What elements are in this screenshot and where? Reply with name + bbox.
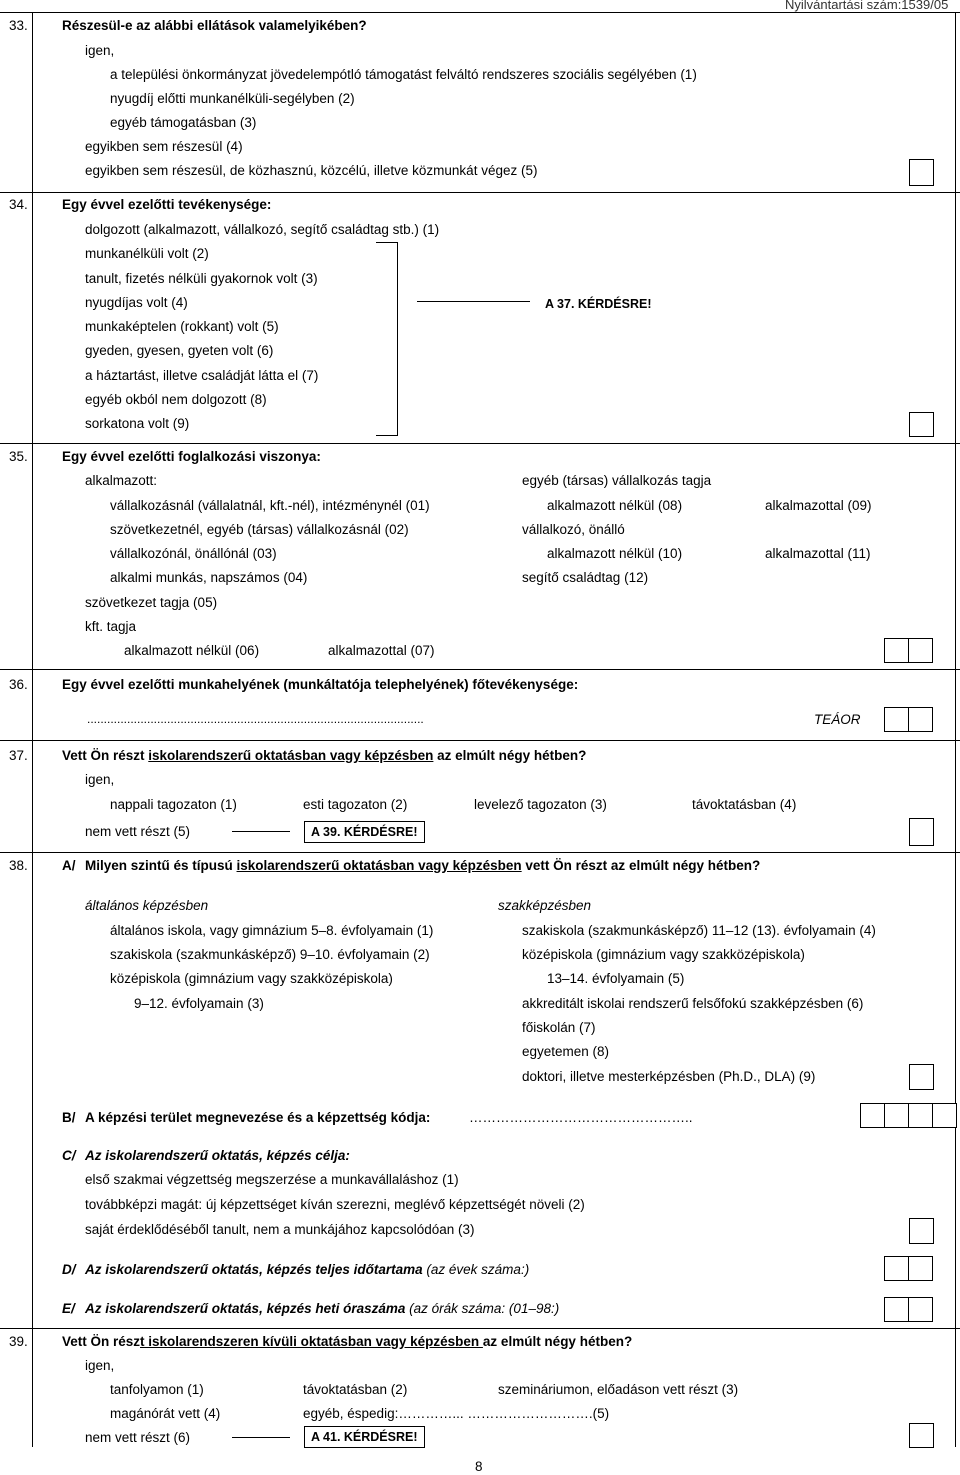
q33-answer-box[interactable]	[909, 159, 934, 186]
q38-option-8: egyetemen (8)	[522, 1044, 610, 1059]
top-rule	[0, 12, 960, 13]
q39-title: Vett Ön részt iskolarendszeren kívüli oktatásban vagy képzésben az elmúlt négy hétben?	[62, 1334, 633, 1349]
q34-number: 34.	[9, 197, 28, 212]
q38-number: 38.	[9, 858, 28, 873]
q36-answer-dots[interactable]: .....................................................................................................	[87, 712, 424, 726]
q38-vocational-heading: szakképzésben	[498, 898, 592, 913]
q38-c-label: C/	[62, 1148, 76, 1163]
q39-yes: igen,	[85, 1358, 115, 1373]
q35-self-employed-label: vállalkozó, önálló	[522, 522, 625, 537]
q37-skip-instruction: A 39. KÉRDÉSRE!	[304, 821, 425, 843]
q34-option-8: egyéb okból nem dolgozott (8)	[85, 392, 267, 407]
q34-skip-arrow-line	[417, 301, 530, 302]
q38-c-answer-box[interactable]	[909, 1218, 934, 1244]
q39-option-6: nem vett részt (6)	[85, 1430, 191, 1445]
q35-option-04: alkalmi munkás, napszámos (04)	[110, 570, 308, 585]
q39-skip-arrow-line	[232, 1437, 290, 1438]
q35-answer-boxes[interactable]	[884, 638, 933, 663]
q33-option-2: nyugdíj előtti munkanélküli-segélyben (2)	[110, 91, 355, 106]
q38-c-option-1: első szakmai végzettség megszerzése a munkavállaláshoz (1)	[85, 1172, 459, 1187]
q38-option-5-line1: középiskola (gimnázium vagy szakközépiskola)	[522, 947, 805, 962]
q39-answer-box[interactable]	[909, 1423, 934, 1448]
page-number: 8	[475, 1459, 483, 1474]
q33-option-5: egyikben sem részesül, de közhasznú, közcélú, illetve közmunkát végez (5)	[85, 163, 538, 178]
left-rule	[32, 12, 33, 1447]
q34-option-4: nyugdíjas volt (4)	[85, 295, 188, 310]
q35-title: Egy évvel ezelőtti foglalkozási viszonya:	[62, 449, 321, 464]
q38-option-1: általános iskola, vagy gimnázium 5–8. évfolyamain (1)	[110, 923, 434, 938]
q37-yes: igen,	[85, 772, 115, 787]
q35-partnership-label: egyéb (társas) vállalkozás tagja	[522, 473, 712, 488]
q38-option-4: szakiskola (szakmunkásképző) 11–12 (13). évfolyamain (4)	[522, 923, 876, 938]
q38-e-title: Az iskolarendszerű oktatás, képzés heti óraszáma (az órák száma: (01–98:)	[85, 1301, 560, 1316]
q35-employee-label: alkalmazott:	[85, 473, 158, 488]
q34-option-6: gyeden, gyesen, gyeten volt (6)	[85, 343, 274, 358]
q37-option-4: távoktatásban (4)	[692, 797, 797, 812]
q35-option-12: segítő családtag (12)	[522, 570, 649, 585]
q35-kft-member-label: kft. tagja	[85, 619, 137, 634]
q38-option-9: doktori, illetve mesterképzésben (Ph.D., DLA) (9)	[522, 1069, 816, 1084]
q33-yes: igen,	[85, 43, 115, 58]
q37-answer-box[interactable]	[909, 818, 934, 846]
q35-option-09: alkalmazottal (09)	[765, 498, 872, 513]
q37-skip-arrow-line	[232, 831, 290, 832]
q38-option-3-line2: 9–12. évfolyamain (3)	[134, 996, 264, 1011]
q39-option-3: szemináriumon, előadáson vett részt (3)	[498, 1382, 739, 1397]
q38-option-7: főiskolán (7)	[522, 1020, 596, 1035]
q39-skip-instruction: A 41. KÉRDÉSRE!	[304, 1426, 425, 1448]
q33-separator	[0, 192, 960, 193]
q34-option-3: tanult, fizetés nélküli gyakornok volt (3)	[85, 271, 318, 286]
right-rule	[955, 12, 956, 1447]
q38-c-option-3: saját érdeklődéséből tanult, nem a munkájához kapcsolódóan (3)	[85, 1222, 475, 1237]
q38-b-answer-dots[interactable]: …………………………………………..	[469, 1110, 693, 1125]
q33-option-3: egyéb támogatásban (3)	[110, 115, 257, 130]
q34-option-9: sorkatona volt (9)	[85, 416, 190, 431]
q33-option-4: egyikben sem részesül (4)	[85, 139, 243, 154]
q38-separator	[0, 1328, 960, 1329]
q35-option-07: alkalmazottal (07)	[328, 643, 435, 658]
q37-separator	[0, 852, 960, 853]
q39-option-2: távoktatásban (2)	[303, 1382, 408, 1397]
registry-number: Nyilvántartási szám:1539/05	[785, 0, 949, 12]
q37-option-1: nappali tagozaton (1)	[110, 797, 237, 812]
q37-title: Vett Ön részt iskolarendszerű oktatásban vagy képzésben az elmúlt négy hétben?	[62, 748, 587, 763]
q37-option-3: levelező tagozaton (3)	[474, 797, 607, 812]
q39-option-5[interactable]: egyéb, éspedig:…………... ……………………….(5)	[303, 1406, 610, 1421]
q38-option-5-line2: 13–14. évfolyamain (5)	[547, 971, 685, 986]
q35-option-06: alkalmazott nélkül (06)	[124, 643, 260, 658]
q38-option-6: akkreditált iskolai rendszerű felsőfokú szakképzésben (6)	[522, 996, 864, 1011]
q35-option-10: alkalmazott nélkül (10)	[547, 546, 683, 561]
q36-answer-boxes[interactable]	[884, 707, 933, 732]
q38-a-label: A/	[62, 858, 76, 873]
q38-a-answer-box[interactable]	[909, 1064, 934, 1090]
q34-option-5: munkaképtelen (rokkant) volt (5)	[85, 319, 279, 334]
q35-separator	[0, 669, 960, 670]
q35-number: 35.	[9, 449, 28, 464]
q37-option-2: esti tagozaton (2)	[303, 797, 408, 812]
q34-option-1: dolgozott (alkalmazott, vállalkozó, segítő családtag stb.) (1)	[85, 222, 440, 237]
q35-option-11: alkalmazottal (11)	[765, 546, 871, 561]
q34-skip-bracket	[376, 242, 398, 436]
q38-general-heading: általános képzésben	[85, 898, 209, 913]
q34-option-7: a háztartást, illetve családját látta el (7)	[85, 368, 319, 383]
q36-number: 36.	[9, 677, 28, 692]
q38-e-label: E/	[62, 1301, 75, 1316]
q38-option-3-line1: középiskola (gimnázium vagy szakközépiskola)	[110, 971, 393, 986]
q35-option-05: szövetkezet tagja (05)	[85, 595, 218, 610]
q34-skip-instruction: A 37. KÉRDÉSRE!	[545, 297, 652, 311]
q38-c-title: Az iskolarendszerű oktatás, képzés célja:	[85, 1148, 350, 1163]
q37-number: 37.	[9, 748, 28, 763]
q38-b-code-boxes[interactable]	[860, 1103, 957, 1128]
q39-number: 39.	[9, 1334, 28, 1349]
q35-option-01: vállalkozásnál (vállalatnál, kft.-nél), intézménynél (01)	[110, 498, 430, 513]
q39-option-1: tanfolyamon (1)	[110, 1382, 204, 1397]
q38-d-title: Az iskolarendszerű oktatás, képzés teljes időtartama (az évek száma:)	[85, 1262, 530, 1277]
q36-teaor-label: TEÁOR	[814, 712, 861, 727]
q35-option-08: alkalmazott nélkül (08)	[547, 498, 683, 513]
q38-d-label: D/	[62, 1262, 76, 1277]
q36-title: Egy évvel ezelőtti munkahelyének (munkáltatója telephelyének) főtevékenysége:	[62, 677, 579, 692]
q33-title: Részesül-e az alábbi ellátások valamelyikében?	[62, 18, 367, 33]
q38-e-answer-boxes[interactable]	[884, 1297, 933, 1322]
q38-option-2: szakiskola (szakmunkásképző) 9–10. évfolyamain (2)	[110, 947, 430, 962]
q38-b-label: B/	[62, 1110, 76, 1125]
q39-option-4: magánórát vett (4)	[110, 1406, 221, 1421]
q33-number: 33.	[9, 18, 28, 33]
q33-option-1: a települési önkormányzat jövedelempótló támogatást felváltó rendszeres szociális segélyében (1)	[110, 67, 697, 82]
q38-d-answer-boxes[interactable]	[884, 1256, 933, 1281]
q34-separator	[0, 443, 960, 444]
q36-separator	[0, 740, 960, 741]
q34-option-2: munkanélküli volt (2)	[85, 246, 209, 261]
q34-title: Egy évvel ezelőtti tevékenysége:	[62, 197, 272, 212]
q38-c-option-2: továbbképzi magát: új képzettséget kíván szerezni, meglévő képzettségét növeli (2)	[85, 1197, 585, 1212]
q37-option-5: nem vett részt (5)	[85, 824, 191, 839]
q38-a-title: Milyen szintű és típusú iskolarendszerű oktatásban vagy képzésben vett Ön részt az elmúlt négy hétben?	[85, 858, 761, 873]
q38-b-title: A képzési terület megnevezése és a képzettség kódja:	[85, 1110, 431, 1125]
q34-answer-box[interactable]	[909, 412, 934, 437]
q35-option-03: vállalkozónál, önállónál (03)	[110, 546, 277, 561]
q35-option-02: szövetkezetnél, egyéb (társas) vállalkozásnál (02)	[110, 522, 409, 537]
